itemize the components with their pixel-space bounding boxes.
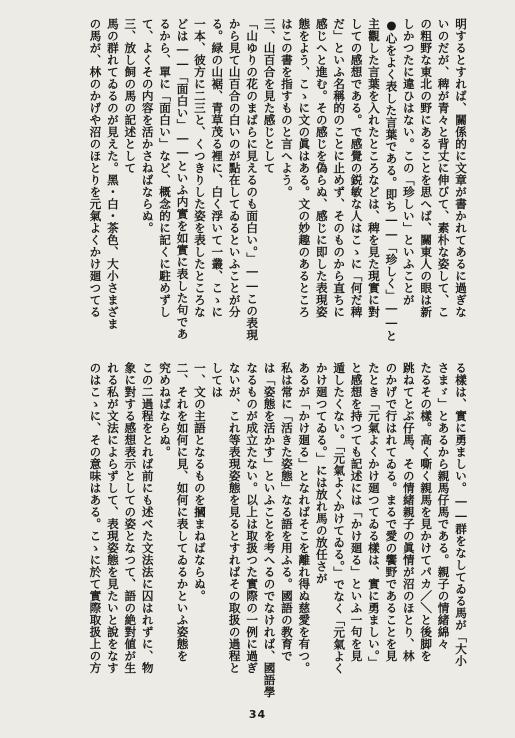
text-column: のかげで行はれてゐる。まるで愛の饗野であることを見 — [384, 362, 399, 662]
text-column: て、よくその内容を活かさねばならぬ。 — [140, 18, 155, 234]
text-column: 感じへと進む。その感じを偽らぬ、感じに即した表現姿 — [314, 18, 329, 318]
text-column: 遁したくない。「元氣よくかけてゐる。」でなく「元氣よく — [332, 362, 347, 675]
text-column: どは――「面白い」――といふ内實を如實に表した句であ — [175, 18, 190, 340]
text-column: たとき「元氣よくかけ廻つてゐる樣は、實に勇ましい。」 — [366, 362, 381, 669]
text-column: 三、山百合を見た感じとして — [262, 18, 277, 174]
text-column: 「山ゆりの花のまばらに見えるのも面白い。」――この表現 — [245, 18, 260, 341]
text-column: はこの書を指すものと言へよう。 — [279, 18, 294, 198]
text-column: いのだが、稗が青々と背丈に伸びて、素朴な姿して、こ — [436, 18, 451, 318]
text-column: この二過程をとれば前にも述べた文法法に囚はれずに、物 — [140, 362, 155, 674]
text-column: る。緑の山裾、青草茂る裡に、白く浮いて一叢、こゝに — [210, 18, 225, 318]
lower-text-block — [86, 362, 469, 698]
text-column: 一、文の主語となるものを摑まねばならぬ。 — [192, 362, 207, 602]
text-column: 馬の群れてゐるのが見えた。黑・白・茶色、大小さまざま — [105, 18, 120, 330]
text-column: 究めねばならぬ。 — [158, 362, 173, 458]
text-column: ●心をよく表した言葉である。即ち――「珍しく」――と — [384, 18, 399, 342]
text-column: だ」といふ名稱的のことに止めず、そのものから直ちに — [332, 18, 347, 318]
text-column: の粗野な東北の野にあることを思へば、關東人の眼は新 — [419, 18, 434, 318]
text-column: ないが、これ等表現姿態を見るとすればその取扱の過程と — [227, 362, 242, 674]
text-column: 象に對する感想表示としての姿となつて、語の絶對値が生 — [123, 362, 138, 674]
text-column: 私は常に「活きた姿態」なる語を用ふる。國語の教育で — [279, 362, 294, 662]
text-column: 三、放し飼の馬の記述として — [123, 18, 138, 174]
text-column: かけ廻つてゐる。」には放れ馬の放任さが — [314, 362, 329, 585]
text-column: たるその樣。高く嘶く親馬を見かけてパカ／＼と後脚を — [419, 362, 434, 662]
text-column: 明するとすれば、關係的に文章が書かれてあるに過ぎな — [454, 18, 468, 318]
text-column: の馬が、林のかげや沼のほとりを元氣よくかけ廻つてる — [88, 18, 103, 318]
text-column: しかつたに違ひはない。この「珍しい」といふことが — [401, 18, 416, 306]
text-column: 主觀した言葉を入れたところなどは、稗を見た現實に對 — [366, 18, 381, 318]
text-column: るから、單に「面白い」など、概念的に記くに駐めずし — [158, 18, 173, 318]
text-column: 二、それを如何に見、如何に表してゐるかといふ姿態を — [175, 362, 190, 662]
text-column: は「姿態を活かす」といふことを考へるのでなければ、國語學 — [262, 362, 277, 698]
text-column: あるが「かけ廻る」となればそこを離れ得ぬ慈愛を有つ。 — [297, 362, 312, 674]
upper-text-block — [86, 18, 469, 342]
page-number: 34 — [248, 708, 267, 721]
text-column: る樣は、實に勇ましい。――群をなしてゐる馬が「大小 — [454, 362, 468, 667]
text-column: 一本、彼方に二三と、くつきりした姿を表したところな — [192, 18, 207, 318]
text-column: れる私が文法によらずして、表現姿態を見たいと說をなす — [105, 362, 120, 674]
text-column: と感想を持つても記述には「かけ廻る」といふ一句を見 — [349, 362, 364, 662]
text-column: から見て山百合の白いのが點在してゐるといふことが分 — [227, 18, 242, 318]
text-column: さまゞ」とあるから親馬仔馬である。親子の情緒綿々 — [436, 362, 451, 650]
text-column: しては — [210, 362, 225, 398]
text-column: 跳ねてとぶ仔馬、その情緒親子の眞情が沼のほとり、林 — [401, 362, 416, 662]
text-column: なるものが成立たない。以上は取扱つた實際の一例に過ぎ — [245, 362, 260, 674]
text-column: のはこゝに、その意味はある。こゝに於て實際取扱上の方 — [88, 362, 103, 674]
text-column: 態をよう、こゝに文の眞はある。文の妙趣のあるところ — [297, 18, 312, 318]
text-column: しての感想である。で感覺の鋭敏な人はこゝに「何だ稗 — [349, 18, 364, 318]
